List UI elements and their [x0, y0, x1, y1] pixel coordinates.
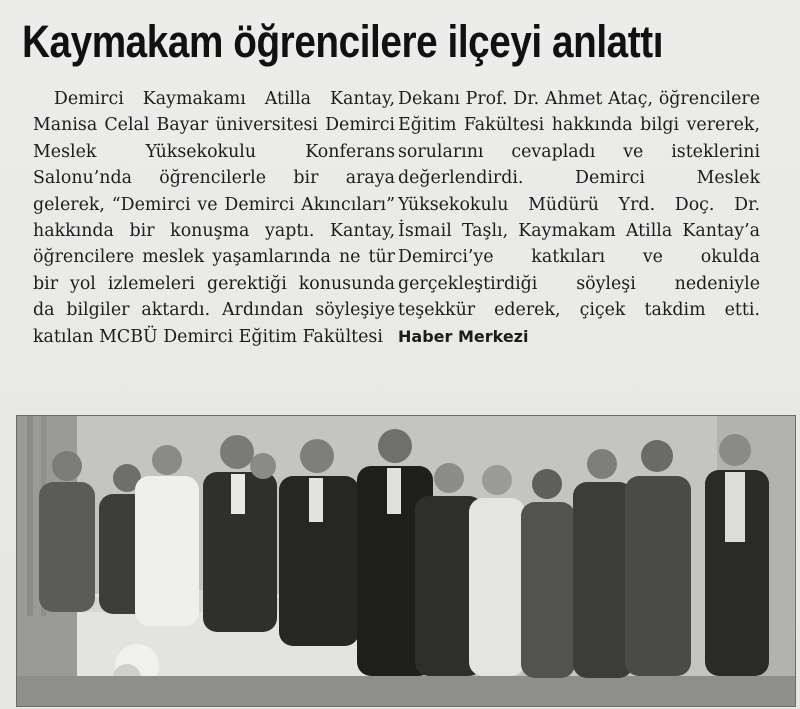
article-text-left: Demirci Kaymakamı Atilla Kantay, Manisa Celal Bayar üniversitesi Demirci Meslek Yüksekokulu Konferans Salonu’nda öğrencilerle bir araya gelerek, “Demirci ve Demirci Akıncıları” hakkında bir konuşma yaptı. Kantay, öğrencilere meslek yaşamlarında ne tür bir yol izlemeleri gerektiği konusunda da bilgiler aktardı. Ardından söyleşiye katılan MCBÜ Demirci Eğitim Fakültesi	[33, 89, 395, 347]
headline: Kaymakam öğrencilere ilçeyi anlattı	[22, 16, 664, 67]
article-column-left	[33, 86, 395, 350]
article-text-right-body: Dekanı Prof. Dr. Ahmet Ataç, öğrencilere Eğitim Fakültesi hakkında bilgi vererek, sorularını cevapladı ve isteklerini değerlendirdi. Demirci Meslek Yüksekokulu Müdürü Yrd. Doç. Dr. İsmail Taşlı, Kaymakam Atilla Kantay’a Demirci’ye katkıları ve okulda gerçekleştirdiği söyleşi nedeniyle teşekkür ederek, çiçek takdim etti.	[398, 89, 760, 321]
byline: Haber Merkezi	[398, 326, 529, 346]
group-photo-illustration	[17, 416, 795, 706]
group-photo	[16, 415, 796, 707]
article-text-right	[398, 86, 760, 350]
article-column-right	[398, 86, 760, 350]
